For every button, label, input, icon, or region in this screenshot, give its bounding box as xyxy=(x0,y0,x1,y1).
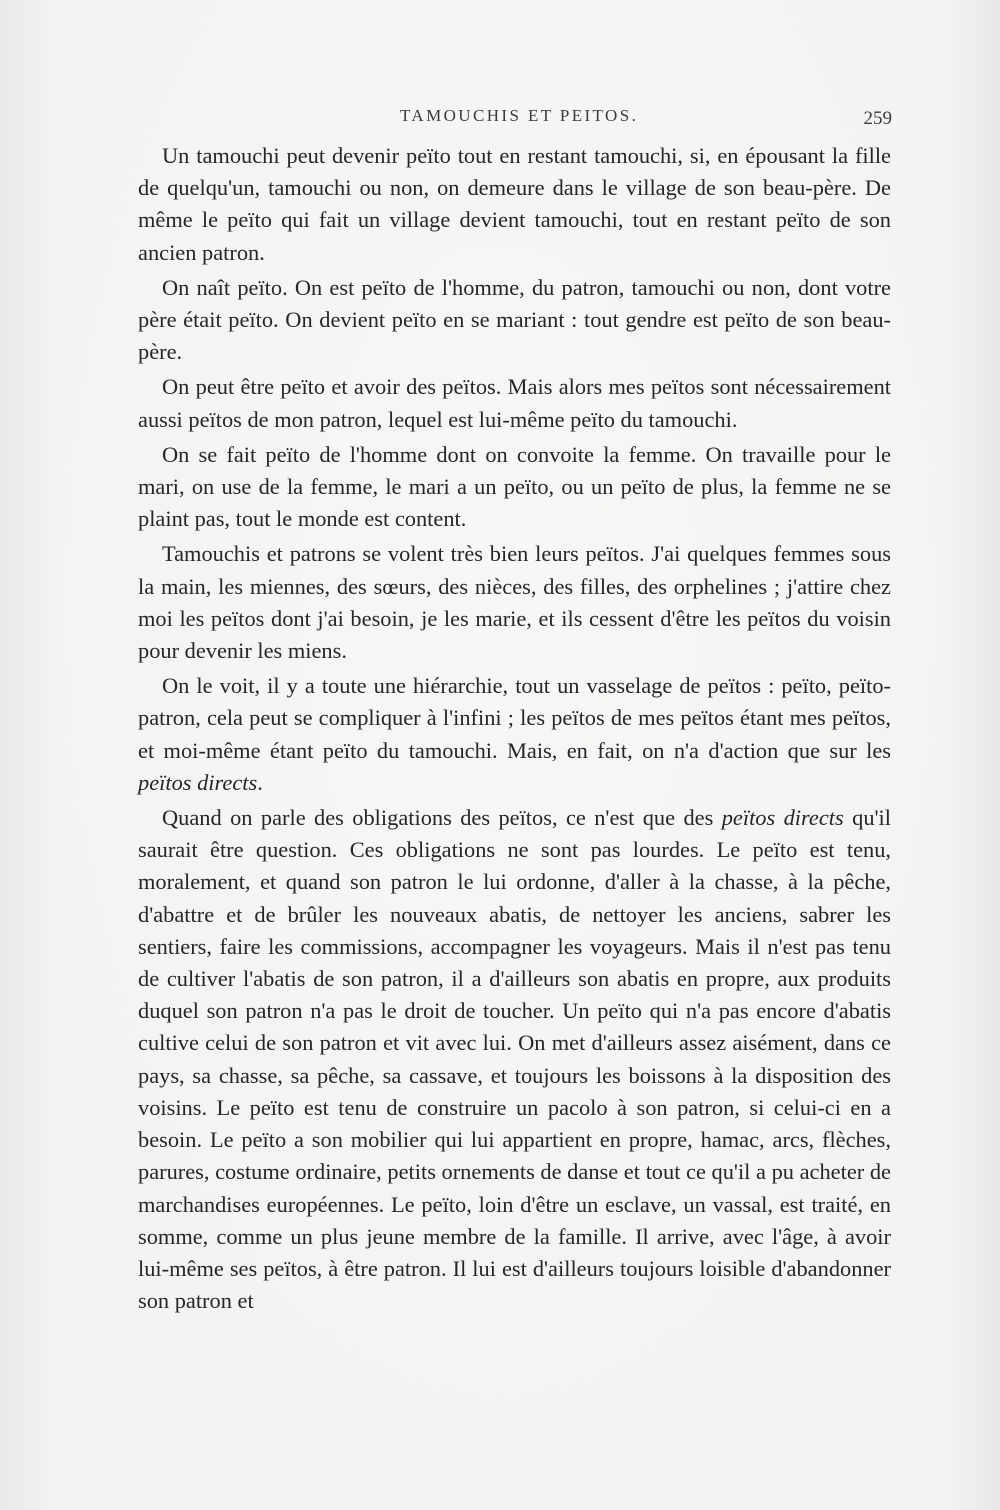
paragraph-text: On le voit, il y a toute une hiérarchie, tout un vasselage de peïtos : peïto, peïto-patron, cela peut se compliquer à l'infini ; les peïtos de mes peïtos étant mes peïtos, et moi-même étant peïto du tamouchi. Mais, en fait, on n'a d'action que sur les xyxy=(138,673,891,763)
running-title: TAMOUCHIS ET PEITOS. xyxy=(400,106,639,125)
paragraph-text: On naît peïto. On est peïto de l'homme, du patron, tamouchi ou non, dont votre père était peïto. On devient peïto en se mariant : tout gendre est peïto de son beau-père. xyxy=(138,274,891,365)
body-text xyxy=(138,140,891,1320)
paragraph-2 xyxy=(138,272,891,369)
paragraph-6 xyxy=(138,670,891,799)
paragraph-text: Un tamouchi peut devenir peïto tout en restant tamouchi, si, en épousant la fille de quelqu'un, tamouchi ou non, on demeure dans le village de son beau-père. De même le peïto qui fait un village devient tamouchi, tout en restant peïto de son ancien patron. xyxy=(138,143,891,265)
paragraph-text-end: qu'il saurait être question. Ces obligations ne sont pas lourdes. Le peïto est tenu, moralement, et quand son patron le lui ordonne, d'aller à la chasse, à la pêche, d'abattre et de brûler les nouveaux abatis, de nettoyer les anciens, sabrer les sentiers, faire les commissions, accompagner les voyageurs. Mais il n'est pas tenu de cultiver l'abatis de son patron, il a d'ailleurs son abatis en propre, aux produits duquel son patron n'a pas le droit de toucher. Un peïto qui n'a pas encore d'abatis cultive celui de son patron et vit avec lui. On met d'ailleurs assez aisément, dans ce pays, sa chasse, sa pêche, sa cassave, et toujours les boissons à la disposition des voisins. Le peïto est tenu de construire un pacolo à son patron, si celui-ci en a besoin. Le peïto a son mobilier qui lui appartient en propre, hamac, arcs, flèches, parures, costume ordinaire, petits ornements de danse et tout ce qu'il a pu acheter de marchandises européennes. Le peïto, loin d'être un esclave, un vassal, est traité, en somme, comme un plus jeune membre de la famille. Il arrive, avec l'âge, à avoir lui-même ses peïtos, à être patron. Il lui est d'ailleurs toujours loisible d'abandonner son patron et xyxy=(138,805,891,1314)
running-header xyxy=(0,106,1000,136)
paragraph-text-end: . xyxy=(257,769,263,795)
italic-term: peïtos directs xyxy=(721,805,844,831)
paragraph-text: On se fait peïto de l'homme dont on convoite la femme. On travaille pour le mari, on use de la femme, le mari a un peïto, ou un peïto de plus, la femme ne se plaint pas, tout le monde est content. xyxy=(138,441,891,532)
paragraph-4 xyxy=(138,439,891,536)
paragraph-text: Quand on parle des obligations des peïtos, ce n'est que des xyxy=(162,805,722,831)
paragraph-7 xyxy=(138,802,891,1317)
page-number: 259 xyxy=(863,108,892,129)
paragraph-3 xyxy=(138,371,891,435)
paragraph-1 xyxy=(138,140,891,269)
paragraph-text: Tamouchis et patrons se volent très bien leurs peïtos. J'ai quelques femmes sous la main, les miennes, des sœurs, des nièces, des filles, des orphelines ; j'attire chez moi les peïtos dont j'ai besoin, je les marie, et ils cessent d'être les peïtos du voisin pour devenir les miens. xyxy=(138,541,891,664)
paragraph-text: On peut être peïto et avoir des peïtos. Mais alors mes peïtos sont nécessairement aussi peïtos de mon patron, lequel est lui-même peïto du tamouchi. xyxy=(138,374,891,432)
paragraph-5 xyxy=(138,538,891,667)
italic-term: peïtos directs xyxy=(138,769,258,795)
